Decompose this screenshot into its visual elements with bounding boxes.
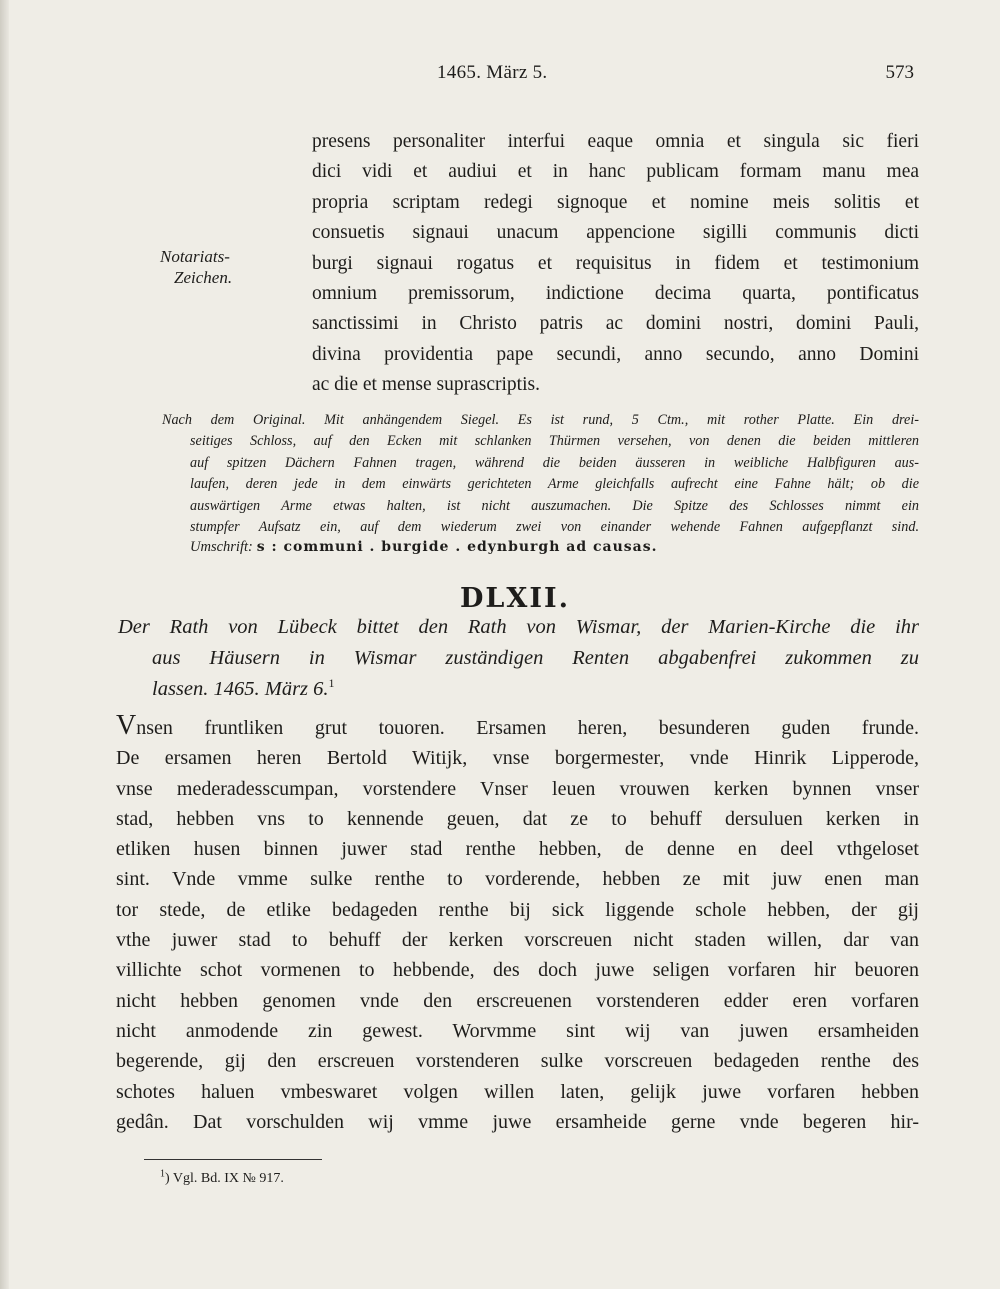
text-line: nicht hebben genomen vnde den erscreuenen vorstenderen edder eren vorfaren — [116, 989, 919, 1012]
running-header — [0, 62, 1000, 92]
text-line: stad, hebben vns to kennende geuen, dat ze to behuff dersuluen kerken in — [116, 807, 919, 830]
page-binding-edge — [0, 0, 9, 1289]
letter-body — [116, 710, 919, 1137]
text-line: propria scriptam redegi signoque et nomine meis solitis et — [312, 191, 919, 213]
notary-paragraph — [312, 127, 919, 401]
source-note-line: stumpfer Aufsatz ein, auf dem wiederum zwei von einander wehende Fahnen aufgepflanzt sind. — [190, 518, 919, 535]
text-line: tor stede, de etlike bedageden renthe bij sick liggende schole hebben, der gij — [116, 898, 919, 921]
text-line: vnse mederadesscumpan, vorstendere Vnser leuen vrouwen kerken bynnen vnser — [116, 777, 919, 800]
text-line: sanctissimi in Christo patris ac domini nostri, domini Pauli, — [312, 313, 919, 335]
text-line-content: nsen fruntliken grut touoren. Ersamen heren, besunderen guden frunde. — [136, 717, 919, 739]
text-line: divina providentia pape secundi, anno secundo, anno Domini — [312, 343, 919, 365]
regest-summary — [118, 612, 919, 705]
footnote-marker: 1 — [160, 1168, 165, 1180]
margin-note-line: Zeichen. — [174, 268, 233, 287]
text-line: burgi signaui rogatus et requisitus in fidem et testimonium — [312, 252, 919, 274]
regest-line — [118, 674, 919, 705]
source-note-line: auf spitzen Dächern Fahnen tragen, während die beiden äusseren in weibliche Halbfiguren aus- — [190, 454, 919, 471]
source-note — [162, 410, 919, 538]
text-line: De ersamen heren Bertold Witijk, vnse borgermester, vnde Hinrik Lipperode, — [116, 747, 919, 770]
text-line: etliken husen binnen juwer stad renthe hebben, de denne en deel vthgeloset — [116, 838, 919, 861]
source-note-line: Nach dem Original. Mit anhängendem Siegel. Es ist rund, 5 Ctm., mit rother Platte. Ein drei- — [162, 412, 919, 428]
footnote-text: ) Vgl. Bd. IX № 917. — [165, 1171, 284, 1186]
text-line: ac die et mense suprascriptis. — [312, 374, 540, 396]
text-line: begerende, gij den erscreuen vorstenderen sulke vorscreuen bedageden renthe des — [116, 1050, 919, 1073]
text-line: schotes haluen vmbeswaret volgen willen laten, gelijk juwe vorfaren hebben — [116, 1080, 919, 1103]
regest-text: lassen. 1465. März 6. — [152, 678, 329, 700]
footnote-divider — [144, 1159, 322, 1160]
text-line — [116, 710, 919, 743]
header-date: 1465. März 5. — [437, 62, 548, 83]
text-line: vthe juwer stad to behuff der kerken vorscreuen nicht staden willen, dar van — [116, 929, 919, 952]
text-line: villichte schot vormenen to hebbende, des doch juwe seligen vorfaren hir beuoren — [116, 959, 919, 982]
margin-note — [160, 246, 232, 288]
seal-inscription — [190, 538, 658, 556]
source-note-line: laufen, deren jede in dem einwärts gerichteten Arme gleichfalls aufrecht eine Fahne hält; ob die — [190, 476, 919, 493]
page-number: 573 — [885, 62, 914, 83]
margin-note-line: Notariats- — [160, 247, 230, 266]
text-line: nicht anmodende zin gewest. Worvmme sint wij van juwen ersamheiden — [116, 1019, 919, 1042]
footnote — [160, 1168, 284, 1187]
text-line: dici vidi et audiui et in hanc publicam formam manu mea — [312, 161, 919, 183]
source-note-line: seitiges Schloss, auf den Ecken mit schlanken Thürmen versehen, von denen die beiden mittleren — [190, 433, 919, 450]
seal-inscription-label: Umschrift: — [190, 539, 253, 555]
text-line: presens personaliter interfui eaque omnia et singula sic fieri — [312, 131, 919, 152]
text-line: sint. Vnde vmme sulke renthe to vorderende, hebben ze mit juw enen man — [116, 868, 919, 891]
footnote-reference[interactable]: 1 — [328, 676, 335, 691]
text-line: omnium premissorum, indictione decima quarta, pontificatus — [312, 282, 919, 304]
initial-letter: V — [116, 710, 137, 741]
regest-line: aus Häusern in Wismar zuständigen Renten abgabenfrei zukommen zu — [152, 647, 919, 669]
regest-line: Der Rath von Lübeck bittet den Rath von Wismar, der Marien-Kirche die ihr — [118, 616, 919, 638]
seal-inscription-text: s : communi . burgide . edynburgh ad causas. — [256, 539, 658, 555]
source-note-line: auswärtigen Arme etwas halten, ist nicht auszumachen. Die Spitze des Schlosses nimmt ein — [190, 497, 919, 514]
text-line: consuetis signaui unacum appencione sigilli communis dicti — [312, 222, 919, 244]
document-number: DLXII. — [459, 583, 570, 614]
text-line: gedân. Dat vorschulden wij vmme juwe ersamheide gerne vnde begeren hir- — [116, 1110, 919, 1133]
